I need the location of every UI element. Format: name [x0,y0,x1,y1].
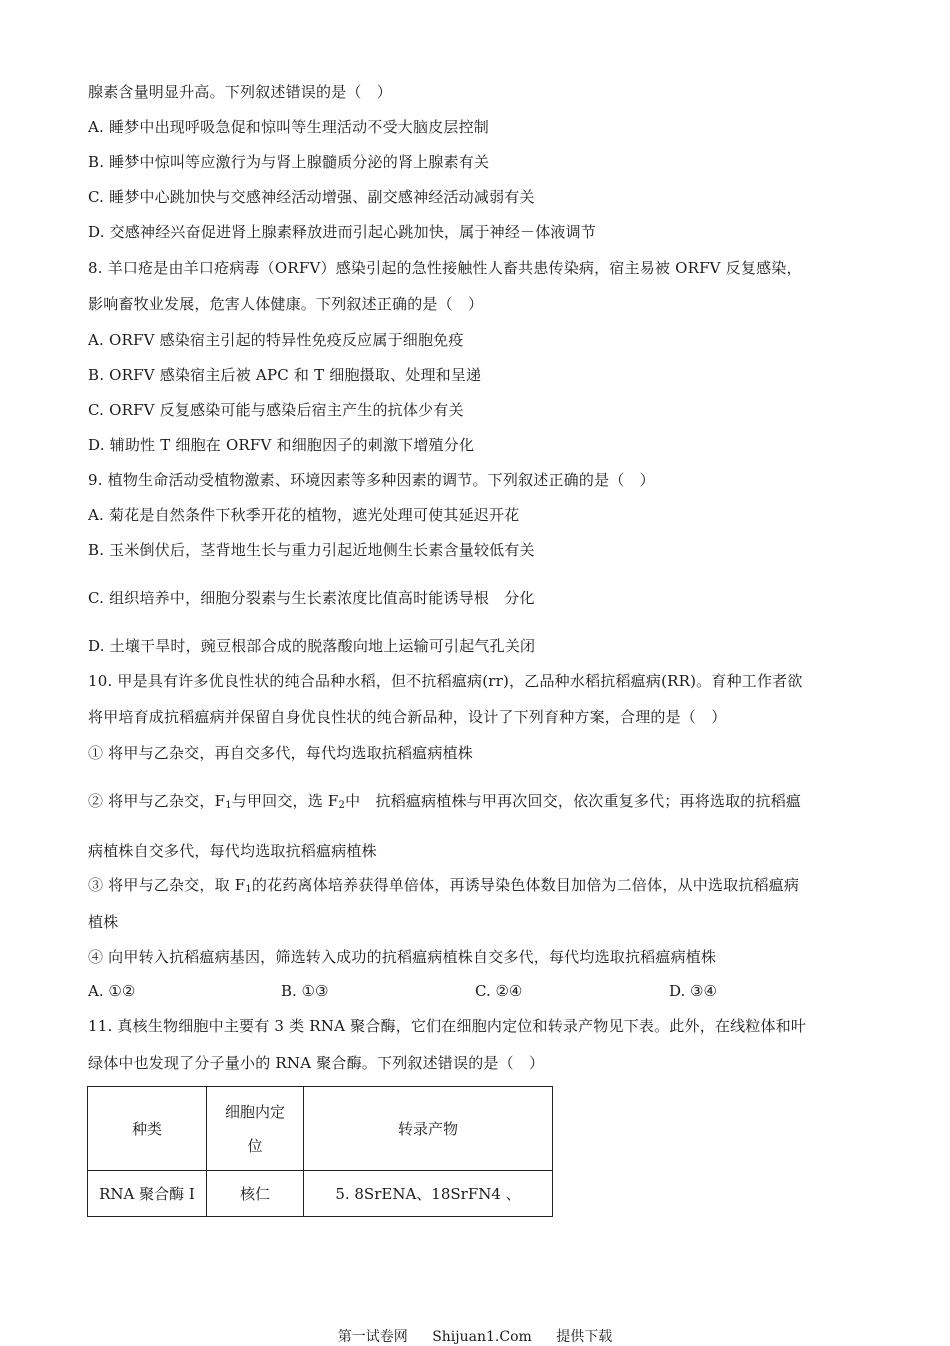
q7-option-b: B. 睡梦中惊叫等应激行为与肾上腺髓质分泌的肾上腺素有关 [88,153,490,171]
page-footer [0,1326,950,1346]
table-header-row [88,1087,553,1171]
q9-stem: 9. 植物生命活动受植物激素、环境因素等多种因素的调节。下列叙述正确的是（ ） [88,471,655,489]
q7-option-c: C. 睡梦中心跳加快与交感神经活动增强、副交感神经活动减弱有关 [88,188,535,206]
table-header-cell: 细胞内定 位 [207,1087,304,1171]
q8-option-a: A. ORFV 感染宿主引起的特异性免疫反应属于细胞免疫 [88,331,464,349]
q10-stem-line2: 将甲培育成抗稻瘟病并保留自身优良性状的纯合新品种，设计了下列育种方案，合理的是（ ） [88,708,727,726]
q7-option-d: D. 交感神经兴奋促进肾上腺素释放进而引起心跳加快，属于神经－体液调节 [88,223,597,241]
table-header-cell: 转录产物 [304,1087,553,1171]
table-cell: 核仁 [207,1171,304,1217]
q11-stem-line1: 11. 真核生物细胞中主要有 3 类 RNA 聚合酶，它们在细胞内定位和转录产物见下表。此外，在线粒体和叶 [88,1017,807,1035]
q8-stem-line1: 8. 羊口疮是由羊口疮病毒（ORFV）感染引起的急性接触性人畜共患传染病，宿主易被 ORFV 反复感染， [88,259,802,277]
q10-option-c: C. ②④ [475,982,523,1000]
q7-stem-end: 腺素含量明显升高。下列叙述错误的是（ ） [88,83,393,101]
q11-stem-line2: 绿体中也发现了分子量小的 RNA 聚合酶。下列叙述错误的是（ ） [88,1054,545,1072]
table-header-cell: 种类 [88,1087,207,1171]
q7-option-a: A. 睡梦中出现呼吸急促和惊叫等生理活动不受大脑皮层控制 [88,118,489,136]
q8-option-c: C. ORFV 反复感染可能与感染后宿主产生的抗体少有关 [88,401,464,419]
table-row [88,1171,553,1217]
q10-plan-2: ② 将甲与乙杂交，$F_1$与甲回交，选 $F_2$中 抗稻瘟病植株与甲再次回交，依次重复多代；再将选取的抗稻瘟 [88,792,802,811]
q10-option-d: D. ③④ [669,982,717,1000]
q8-option-d: D. 辅助性 T 细胞在 ORFV 和细胞因子的刺激下增殖分化 [88,436,475,454]
footer-site-cn: 第一试卷网 [337,1329,408,1345]
q10-plan-2-cont: 病植株自交多代，每代均选取抗稻瘟病植株 [88,842,377,860]
q9-option-d: D. 土壤干旱时，豌豆根部合成的脱落酸向地上运输可引起气孔关闭 [88,637,536,655]
q9-option-b: B. 玉米倒伏后，茎背地生长与重力引起近地侧生长素含量较低有关 [88,541,535,559]
q8-option-b: B. ORFV 感染宿主后被 APC 和 T 细胞摄取、处理和呈递 [88,366,482,384]
footer-download: 提供下载 [556,1329,613,1345]
q10-option-b: B. ①③ [281,982,329,1000]
table-cell: 5. 8SrENA、18SrFN4 、 [304,1171,553,1217]
q10-plan-3: ③ 将甲与乙杂交，取 $F_1$的花药离体培养获得单倍体，再诱导染色体数目加倍为二倍体，从中选取抗稻瘟病 [88,876,800,895]
q8-stem-line2: 影响畜牧业发展，危害人体健康。下列叙述正确的是（ ） [88,295,484,313]
footer-site-en: Shijuan1.Com [432,1329,532,1345]
q10-stem-line1: 10. 甲是具有许多优良性状的纯合品种水稻，但不抗稻瘟病(rr)，乙品种水稻抗稻瘟病(RR)。育种工作者欲 [88,672,803,690]
q10-option-a: A. ①② [88,982,136,1000]
table-cell: RNA 聚合酶 I [88,1171,207,1217]
q10-plan-1: ① 将甲与乙杂交，再自交多代，每代均选取抗稻瘟病植株 [88,744,473,762]
rna-polymerase-table [87,1086,553,1217]
q10-plan-4: ④ 向甲转入抗稻瘟病基因，筛选转入成功的抗稻瘟病植株自交多代，每代均选取抗稻瘟病植株 [88,948,717,966]
q9-option-a: A. 菊花是自然条件下秋季开花的植物，遮光处理可使其延迟开花 [88,506,520,524]
q9-option-c: C. 组织培养中，细胞分裂素与生长素浓度比值高时能诱导根 分化 [88,589,535,607]
q10-plan-3-cont: 植株 [88,913,119,931]
